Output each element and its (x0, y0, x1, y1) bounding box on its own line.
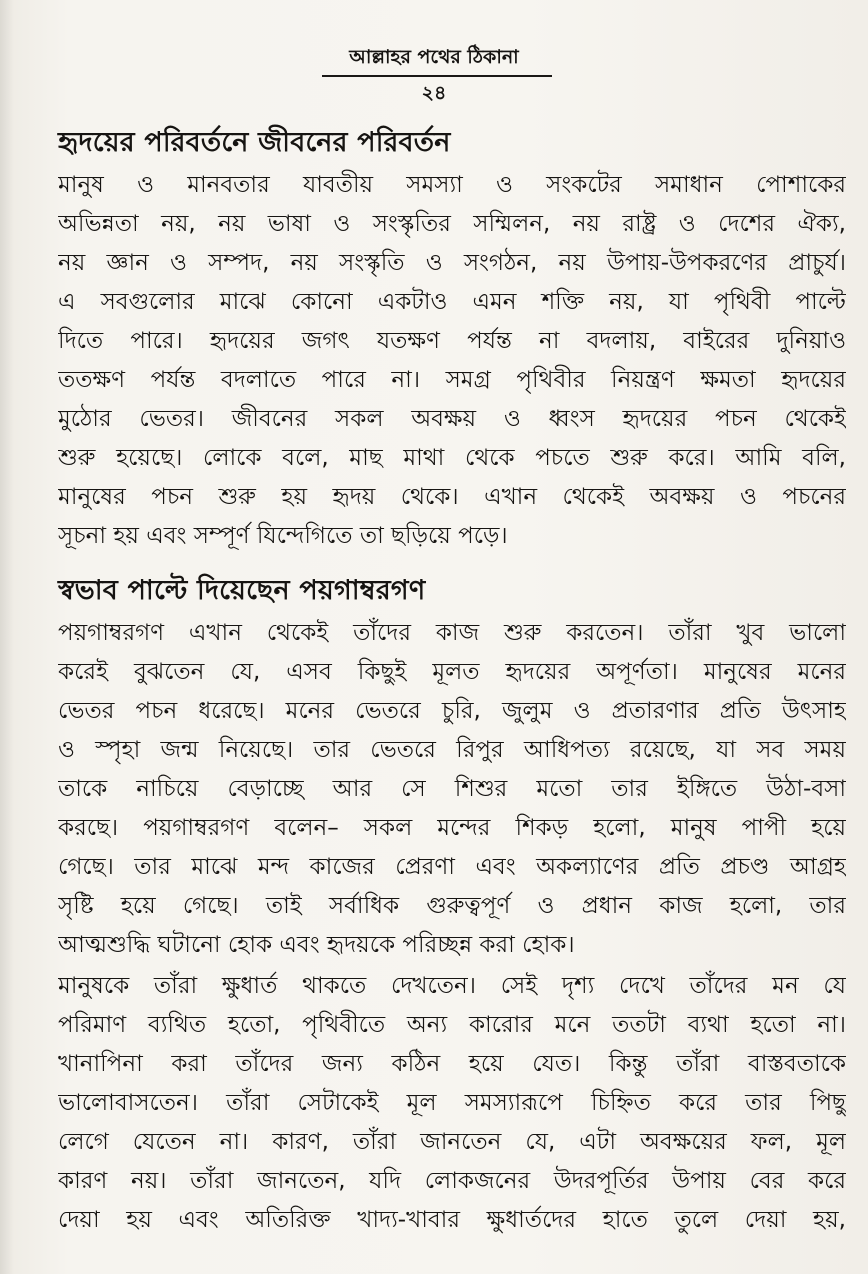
text-line: লেগে যেতেন না। কারণ, তাঁরা জানতেন যে, এটা অবক্ষয়ের ফল, মূল (58, 1129, 846, 1155)
section-heading-heart-change: হৃদয়ের পরিবর্তনে জীবনের পরিবর্তন (58, 127, 451, 158)
section-heading-prophets: স্বভাব পাল্টে দিয়েছেন পয়গাম্বরগণ (58, 575, 426, 606)
text-line: ভেতর পচন ধরেছে। মনের ভেতরে চুরি, জুলুম ও প্রতারণার প্রতি উৎসাহ (58, 698, 846, 724)
text-line: তাকে নাচিয়ে বেড়াচ্ছে আর সে শিশুর মতো তার ইঙ্গিতে উঠা-বসা (58, 776, 846, 802)
text-line: কারণ নয়। তাঁরা জানতেন, যদি লোকজনের উদরপূর্তির উপায় বের করে (58, 1168, 846, 1194)
text-line: পরিমাণ ব্যথিত হতো, পৃথিবীতে অন্য কারোর মনে ততটা ব্যথা হতো না। (58, 1012, 846, 1038)
text-line: করছে। পয়গাম্বরগণ বলেন– সকল মন্দের শিকড় হলো, মানুষ পাপী হয়ে (58, 815, 846, 841)
paragraph (58, 166, 846, 556)
text-line: এ সবগুলোর মাঝে কোনো একটাও এমন শক্তি নয়, যা পৃথিবী পাল্টে (58, 289, 846, 315)
running-head-rule (322, 75, 552, 77)
page-number: ২৪ (421, 82, 447, 104)
text-line: দিতে পারে। হৃদয়ের জগৎ যতক্ষণ পর্যন্ত না বদলায়, বাইরের দুনিয়াও (58, 328, 846, 354)
paragraph (58, 967, 846, 1240)
text-line: আত্মশুদ্ধি ঘটানো হোক এবং হৃদয়কে পরিচ্ছন্ন করা হোক। (58, 932, 575, 958)
text-line: দেয়া হয় এবং অতিরিক্ত খাদ্য-খাবার ক্ষুধার্তদের হাতে তুলে দেয়া হয়, (58, 1207, 846, 1233)
text-line: গেছে। তার মাঝে মন্দ কাজের প্রেরণা এবং অকল্যাণের প্রতি প্রচণ্ড আগ্রহ (58, 854, 846, 880)
text-line: নয় জ্ঞান ও সম্পদ, নয় সংস্কৃতি ও সংগঠন, নয় উপায়-উপকরণের প্রাচুর্য। (58, 250, 846, 276)
text-line: সৃষ্টি হয়ে গেছে। তাই সর্বাধিক গুরুত্বপূর্ণ ও প্রধান কাজ হলো, তার (58, 893, 846, 919)
page-body (58, 120, 846, 1240)
text-line: মানুষ ও মানবতার যাবতীয় সমস্যা ও সংকটের সমাধান পোশাকের (58, 172, 846, 198)
text-line: ভালোবাসতেন। তাঁরা সেটাকেই মূল সমস্যারূপে চিহ্নিত করে তার পিছু (58, 1090, 846, 1116)
text-line: মানুষের পচন শুরু হয় হৃদয় থেকে। এখান থেকেই অবক্ষয় ও পচনের (58, 484, 846, 510)
text-line: শুরু হয়েছে। লোকে বলে, মাছ মাথা থেকে পচতে শুরু করে। আমি বলি, (58, 445, 846, 471)
text-line: ও স্পৃহা জন্ম নিয়েছে। তার ভেতরে রিপুর আধিপত্য রয়েছে, যা সব সময় (58, 737, 846, 763)
text-line: মুঠোর ভেতর। জীবনের সকল অবক্ষয় ও ধ্বংস হৃদয়ের পচন থেকেই (58, 406, 846, 432)
text-line: পয়গাম্বরগণ এখান থেকেই তাঁদের কাজ শুরু করতেন। তাঁরা খুব ভালো (58, 620, 846, 646)
text-line: মানুষকে তাঁরা ক্ষুধার্ত থাকতে দেখতেন। সেই দৃশ্য দেখে তাঁদের মন যে (58, 973, 846, 999)
text-line: ততক্ষণ পর্যন্ত বদলাতে পারে না। সমগ্র পৃথিবীর নিয়ন্ত্রণ ক্ষমতা হৃদয়ের (58, 367, 846, 393)
text-line: অভিন্নতা নয়, নয় ভাষা ও সংস্কৃতির সম্মিলন, নয় রাষ্ট্র ও দেশের ঐক্য, (58, 211, 846, 237)
paragraph (58, 614, 846, 965)
text-line: করেই বুঝতেন যে, এসব কিছুই মূলত হৃদয়ের অপূর্ণতা। মানুষের মনের (58, 659, 846, 685)
text-line: সূচনা হয় এবং সম্পূর্ণ যিন্দেগিতে তা ছড়িয়ে পড়ে। (58, 523, 508, 549)
running-head: আল্লাহর পথের ঠিকানা (349, 46, 519, 68)
page-gutter-shadow (0, 0, 14, 1274)
text-line: খানাপিনা করা তাঁদের জন্য কঠিন হয়ে যেত। কিন্তু তাঁরা বাস্তবতাকে (58, 1051, 846, 1077)
